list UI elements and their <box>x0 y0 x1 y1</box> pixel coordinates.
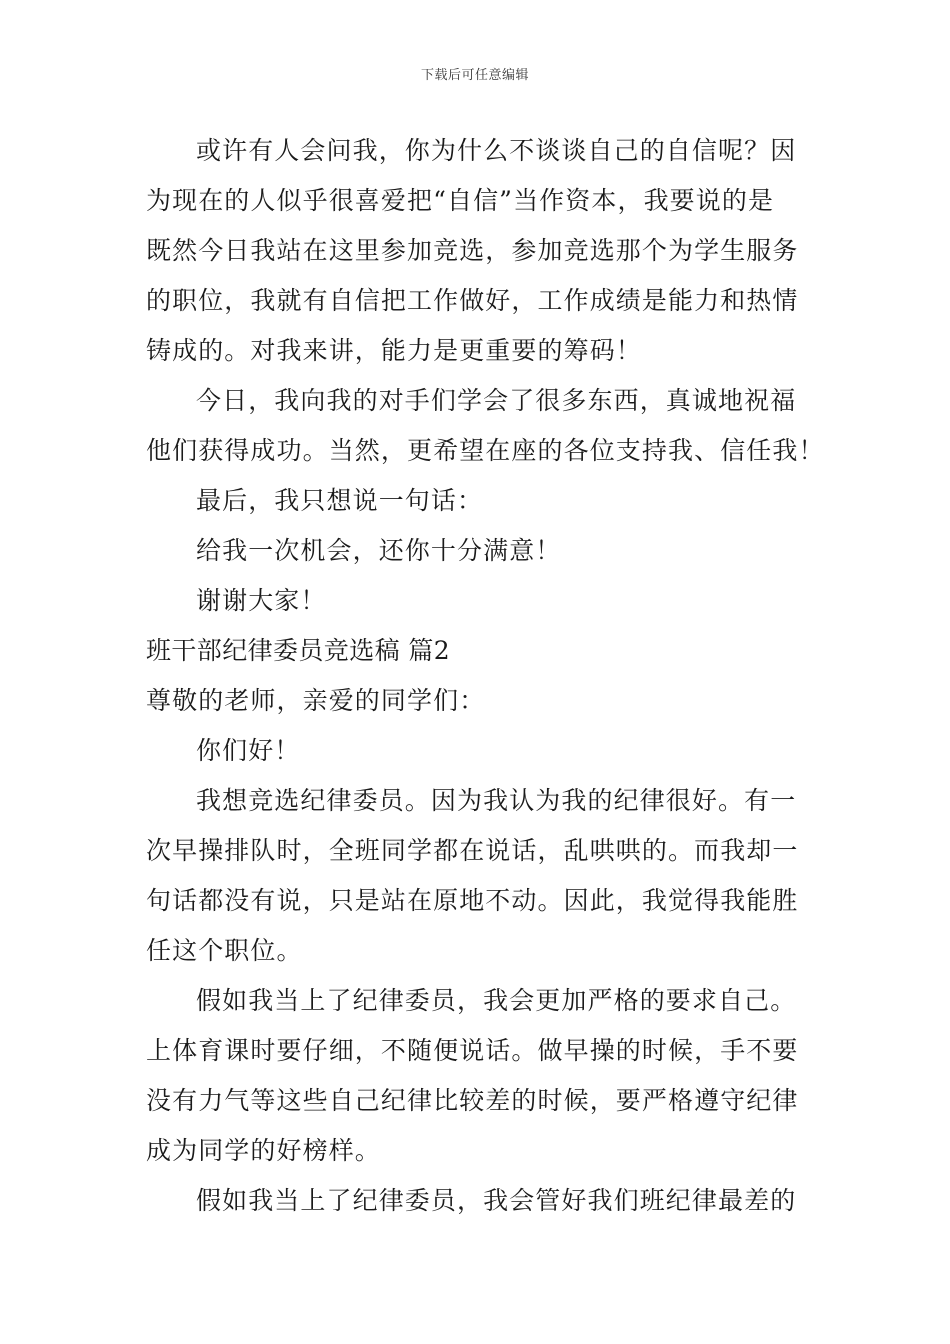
paragraph-line: 最后，我只想说一句话： <box>196 486 484 515</box>
paragraph-line: 我想竞选纪律委员。因为我认为我的纪律很好。有一 <box>196 786 797 815</box>
salutation-line: 尊敬的老师，亲爱的同学们： <box>146 686 486 715</box>
paragraph-line: 的职位，我就有自信把工作做好，工作成绩是能力和热情 <box>146 286 799 315</box>
paragraph-line: 他们获得成功。当然，更希望在座的各位支持我、信任我！ <box>146 436 825 465</box>
paragraph-line: 没有力气等这些自己纪律比较差的时候，要严格遵守纪律 <box>146 1086 799 1115</box>
paragraph-line: 假如我当上了纪律委员，我会更加严格的要求自己。 <box>196 986 797 1015</box>
paragraph-line: 铸成的。对我来讲，能力是更重要的筹码！ <box>146 336 642 365</box>
paragraph-line: 上体育课时要仔细，不随便说话。做早操的时候，手不要 <box>146 1036 799 1065</box>
paragraph-line: 给我一次机会，还你十分满意！ <box>196 536 562 565</box>
paragraph-line: 次早操排队时，全班同学都在说话，乱哄哄的。而我却一 <box>146 836 799 865</box>
paragraph-line: 成为同学的好榜样。 <box>146 1136 381 1165</box>
greeting-line: 你们好！ <box>196 736 301 765</box>
document-body <box>146 126 825 1226</box>
paragraph-line: 为现在的人似乎很喜爱把“自信”当作资本，我要说的是 <box>146 186 775 215</box>
paragraph-line: 假如我当上了纪律委员，我会管好我们班纪律最差的 <box>196 1186 797 1215</box>
paragraph-line: 谢谢大家！ <box>196 586 327 615</box>
paragraph-line: 或许有人会问我，你为什么不谈谈自己的自信呢？因 <box>196 136 797 165</box>
section-heading: 班干部纪律委员竞选稿 篇2 <box>146 636 451 665</box>
paragraph-line: 既然今日我站在这里参加竞选，参加竞选那个为学生服务 <box>146 236 799 265</box>
paragraph-line: 句话都没有说，只是站在原地不动。因此，我觉得我能胜 <box>146 886 799 915</box>
paragraph-line: 今日，我向我的对手们学会了很多东西，真诚地祝福 <box>196 386 797 415</box>
paragraph-line: 任这个职位。 <box>146 936 303 965</box>
page-header: 下载后可任意编辑 <box>420 68 529 83</box>
